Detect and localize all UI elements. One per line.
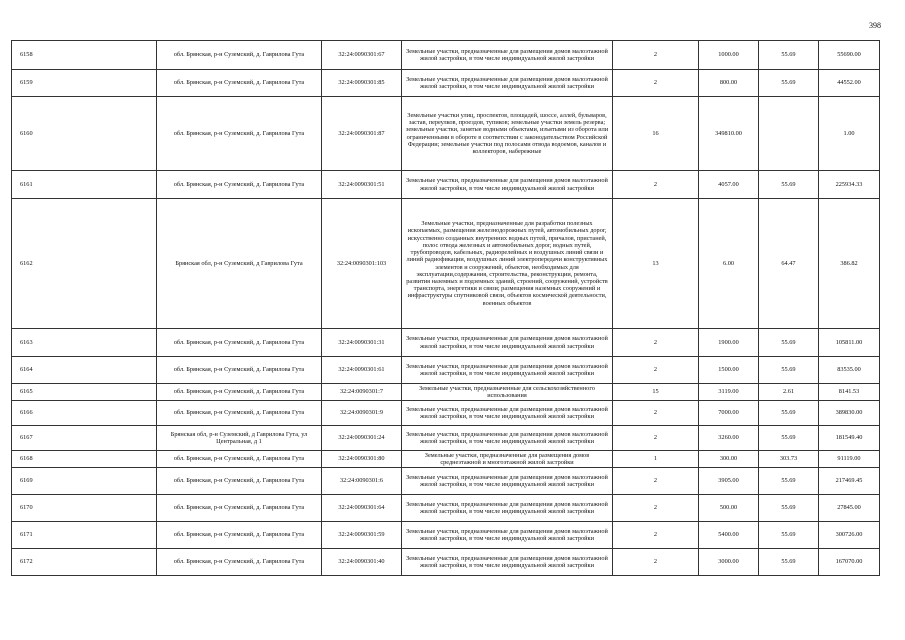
value-cell: 91119.00: [819, 451, 880, 468]
address-cell: Брянская обл, р-н Суземский, д Гавриловa Гута: [157, 199, 322, 329]
land-use-cell: Земельные участки, предназначенные для размещения домов малоэтажной жилой застройки, в том числе индивидуальной жилой застройки: [402, 401, 613, 426]
address-cell: обл. Брянская, р-н Суземский, д. Гавриловa Гута: [157, 70, 322, 97]
row-number: 6166: [12, 401, 157, 426]
rate-cell: 55.69: [759, 549, 819, 576]
cadastral-number-cell: 32:24:0090301:9: [322, 401, 402, 426]
rate-cell: 55.69: [759, 70, 819, 97]
cadastral-value-table: [11, 40, 880, 576]
group-cell: 2: [613, 468, 699, 495]
rate-cell: 55.69: [759, 468, 819, 495]
rate-cell: [759, 97, 819, 171]
table-row: [12, 468, 880, 495]
area-cell: 1000.00: [699, 41, 759, 70]
group-cell: 15: [613, 384, 699, 401]
address-cell: обл. Брянская, р-н Суземский, д. Гавриловa Гута: [157, 451, 322, 468]
rate-cell: 55.69: [759, 426, 819, 451]
value-cell: 389830.00: [819, 401, 880, 426]
address-cell: обл. Брянская, р-н Суземский, д. Гавриловa Гута: [157, 97, 322, 171]
land-use-cell: Земельные участки, предназначенные для размещения домов малоэтажной жилой застройки, в том числе индивидуальной жилой застройки: [402, 468, 613, 495]
group-cell: 2: [613, 495, 699, 522]
cadastral-number-cell: 32:24:0090301:80: [322, 451, 402, 468]
cadastral-number-cell: 32:24:0090301:31: [322, 329, 402, 357]
value-cell: 217469.45: [819, 468, 880, 495]
cadastral-number-cell: 32:24:0090301:51: [322, 171, 402, 199]
rate-cell: 55.69: [759, 357, 819, 384]
area-cell: 4057.00: [699, 171, 759, 199]
value-cell: 1.00: [819, 97, 880, 171]
land-use-cell: Земельные участки, предназначенные для размещения домов малоэтажной жилой застройки, в том числе индивидуальной жилой застройки: [402, 426, 613, 451]
group-cell: 2: [613, 357, 699, 384]
address-cell: обл. Брянская, р-н Суземский, д. Гавриловa Гута: [157, 522, 322, 549]
rate-cell: 55.69: [759, 495, 819, 522]
group-cell: 2: [613, 401, 699, 426]
group-cell: 2: [613, 41, 699, 70]
group-cell: 2: [613, 70, 699, 97]
cadastral-number-cell: 32:24:0090301:87: [322, 97, 402, 171]
cadastral-number-cell: 32:24:0090301:24: [322, 426, 402, 451]
area-cell: 3000.00: [699, 549, 759, 576]
area-cell: 3905.00: [699, 468, 759, 495]
cadastral-number-cell: 32:24:0090301:7: [322, 384, 402, 401]
land-use-cell: Земельные участки, предназначенные для размещения домов малоэтажной жилой застройки, в том числе индивидуальной жилой застройки: [402, 357, 613, 384]
cadastral-number-cell: 32:24:0090301:40: [322, 549, 402, 576]
area-cell: 7000.00: [699, 401, 759, 426]
row-number: 6161: [12, 171, 157, 199]
address-cell: обл. Брянская, р-н Суземский, д. Гавриловa Гута: [157, 357, 322, 384]
address-cell: обл. Брянская, р-н Суземский, д. Гавриловa Гута: [157, 41, 322, 70]
address-cell: Брянская обл, р-н Суземский, д Гавриловa Гута, ул Центральная, д 1: [157, 426, 322, 451]
row-number: 6170: [12, 495, 157, 522]
area-cell: 349810.00: [699, 97, 759, 171]
table-row: [12, 384, 880, 401]
value-cell: 225934.33: [819, 171, 880, 199]
cadastral-number-cell: 32:24:0090301:67: [322, 41, 402, 70]
rate-cell: 55.69: [759, 171, 819, 199]
value-cell: 83535.00: [819, 357, 880, 384]
table-row: [12, 401, 880, 426]
row-number: 6163: [12, 329, 157, 357]
rate-cell: 55.69: [759, 522, 819, 549]
area-cell: 3260.00: [699, 426, 759, 451]
table-row: [12, 97, 880, 171]
group-cell: 16: [613, 97, 699, 171]
group-cell: 2: [613, 549, 699, 576]
group-cell: 2: [613, 426, 699, 451]
area-cell: 5400.00: [699, 522, 759, 549]
area-cell: 300.00: [699, 451, 759, 468]
rate-cell: 55.69: [759, 401, 819, 426]
table-row: [12, 171, 880, 199]
address-cell: обл. Брянская, р-н Суземский, д. Гавриловa Гута: [157, 549, 322, 576]
rate-cell: 64.47: [759, 199, 819, 329]
group-cell: 2: [613, 171, 699, 199]
cadastral-number-cell: 32:24:0090301:6: [322, 468, 402, 495]
row-number: 6171: [12, 522, 157, 549]
cadastral-number-cell: 32:24:0090301:64: [322, 495, 402, 522]
area-cell: 500.00: [699, 495, 759, 522]
group-cell: 13: [613, 199, 699, 329]
address-cell: обл. Брянская, р-н Суземский, д. Гавриловa Гута: [157, 495, 322, 522]
land-use-cell: Земельные участки, предназначенные для размещения домов малоэтажной жилой застройки, в том числе индивидуальной жилой застройки: [402, 171, 613, 199]
rate-cell: 55.69: [759, 41, 819, 70]
row-number: 6172: [12, 549, 157, 576]
land-use-cell: Земельные участки улиц, проспектов, площадей, шоссе, аллей, бульваров, застав, переулков, проездов, тупиков; земельные участки земель резерва; земельные участки, занятые водными объектами, изъятыми из оборота или ограниченными в обороте в соответствии с законодательством Российской Федерации; земельные участки под полосами отвода водоемов, каналов и коллекторов, набережные: [402, 97, 613, 171]
table-row: [12, 549, 880, 576]
area-cell: 1900.00: [699, 329, 759, 357]
table-row: [12, 495, 880, 522]
value-cell: 181549.40: [819, 426, 880, 451]
table-row: [12, 451, 880, 468]
cadastral-number-cell: 32:24:0090301:61: [322, 357, 402, 384]
table-row: [12, 41, 880, 70]
row-number: 6158: [12, 41, 157, 70]
land-use-cell: Земельные участки, предназначенные для размещения домов малоэтажной жилой застройки, в том числе индивидуальной жилой застройки: [402, 329, 613, 357]
land-use-cell: Земельные участки, предназначенные для размещения домов малоэтажной жилой застройки, в том числе индивидуальной жилой застройки: [402, 41, 613, 70]
land-use-cell: Земельные участки, предназначенные для размещения домов среднеэтажной и многоэтажной жилой застройки: [402, 451, 613, 468]
rate-cell: 55.69: [759, 329, 819, 357]
value-cell: 300726.00: [819, 522, 880, 549]
cadastral-number-cell: 32:24:0090301:103: [322, 199, 402, 329]
area-cell: 6.00: [699, 199, 759, 329]
area-cell: 800.00: [699, 70, 759, 97]
table-row: [12, 426, 880, 451]
value-cell: 105811.00: [819, 329, 880, 357]
cadastral-number-cell: 32:24:0090301:85: [322, 70, 402, 97]
rate-cell: 303.73: [759, 451, 819, 468]
address-cell: обл. Брянская, р-н Суземский, д. Гавриловa Гута: [157, 171, 322, 199]
table-row: [12, 357, 880, 384]
value-cell: 44552.00: [819, 70, 880, 97]
value-cell: 167070.00: [819, 549, 880, 576]
value-cell: 55690.00: [819, 41, 880, 70]
area-cell: 3119.00: [699, 384, 759, 401]
address-cell: обл. Брянская, р-н Суземский, д. Гавриловa Гута: [157, 384, 322, 401]
row-number: 6165: [12, 384, 157, 401]
group-cell: 2: [613, 522, 699, 549]
value-cell: 27845.00: [819, 495, 880, 522]
row-number: 6160: [12, 97, 157, 171]
land-use-cell: Земельные участки, предназначенные для сельскохозяйственного использования: [402, 384, 613, 401]
row-number: 6164: [12, 357, 157, 384]
table-body: [12, 41, 880, 576]
table-row: [12, 522, 880, 549]
row-number: 6159: [12, 70, 157, 97]
land-use-cell: Земельные участки, предназначенные для размещения домов малоэтажной жилой застройки, в том числе индивидуальной жилой застройки: [402, 522, 613, 549]
land-use-cell: Земельные участки, предназначенные для размещения домов малоэтажной жилой застройки, в том числе индивидуальной жилой застройки: [402, 549, 613, 576]
table-row: [12, 199, 880, 329]
land-use-cell: Земельные участки, предназначенные для разработки полезных ископаемых, размещения железнодорожных путей, автомобильных дорог, искусственно созданных внутренних водных путей, причалов, пристаней, полос отвода железных и автомобильных дорог, водных путей, трубопроводов, кабельных, радиорелейных и воздушных линий связи и линий радиофикации, воздушных линий электропередачи конструктивных элементов и сооружений, объектов, необходимых для эксплуатации,содержания, строительства, реконструкции, ремонта, развития наземных и подземных зданий, строений, сооружений, устройств транспорта, энергетики и связи; размещения наземных сооружений и инфраструктуры спутниковой связи, объектов космической деятельности, военных объектов: [402, 199, 613, 329]
land-use-cell: Земельные участки, предназначенные для размещения домов малоэтажной жилой застройки, в том числе индивидуальной жилой застройки: [402, 70, 613, 97]
area-cell: 1500.00: [699, 357, 759, 384]
group-cell: 2: [613, 329, 699, 357]
address-cell: обл. Брянская, р-н Суземский, д. Гавриловa Гута: [157, 329, 322, 357]
table-row: [12, 70, 880, 97]
address-cell: обл. Брянская, р-н Суземский, д. Гавриловa Гута: [157, 468, 322, 495]
table-row: [12, 329, 880, 357]
page-number: 398: [869, 21, 881, 30]
row-number: 6168: [12, 451, 157, 468]
value-cell: 8141.53: [819, 384, 880, 401]
value-cell: 386.82: [819, 199, 880, 329]
land-use-cell: Земельные участки, предназначенные для размещения домов малоэтажной жилой застройки, в том числе индивидуальной жилой застройки: [402, 495, 613, 522]
row-number: 6162: [12, 199, 157, 329]
cadastral-number-cell: 32:24:0090301:59: [322, 522, 402, 549]
rate-cell: 2.61: [759, 384, 819, 401]
address-cell: обл. Брянская, р-н Суземский, д. Гавриловa Гута: [157, 401, 322, 426]
group-cell: 1: [613, 451, 699, 468]
row-number: 6169: [12, 468, 157, 495]
row-number: 6167: [12, 426, 157, 451]
